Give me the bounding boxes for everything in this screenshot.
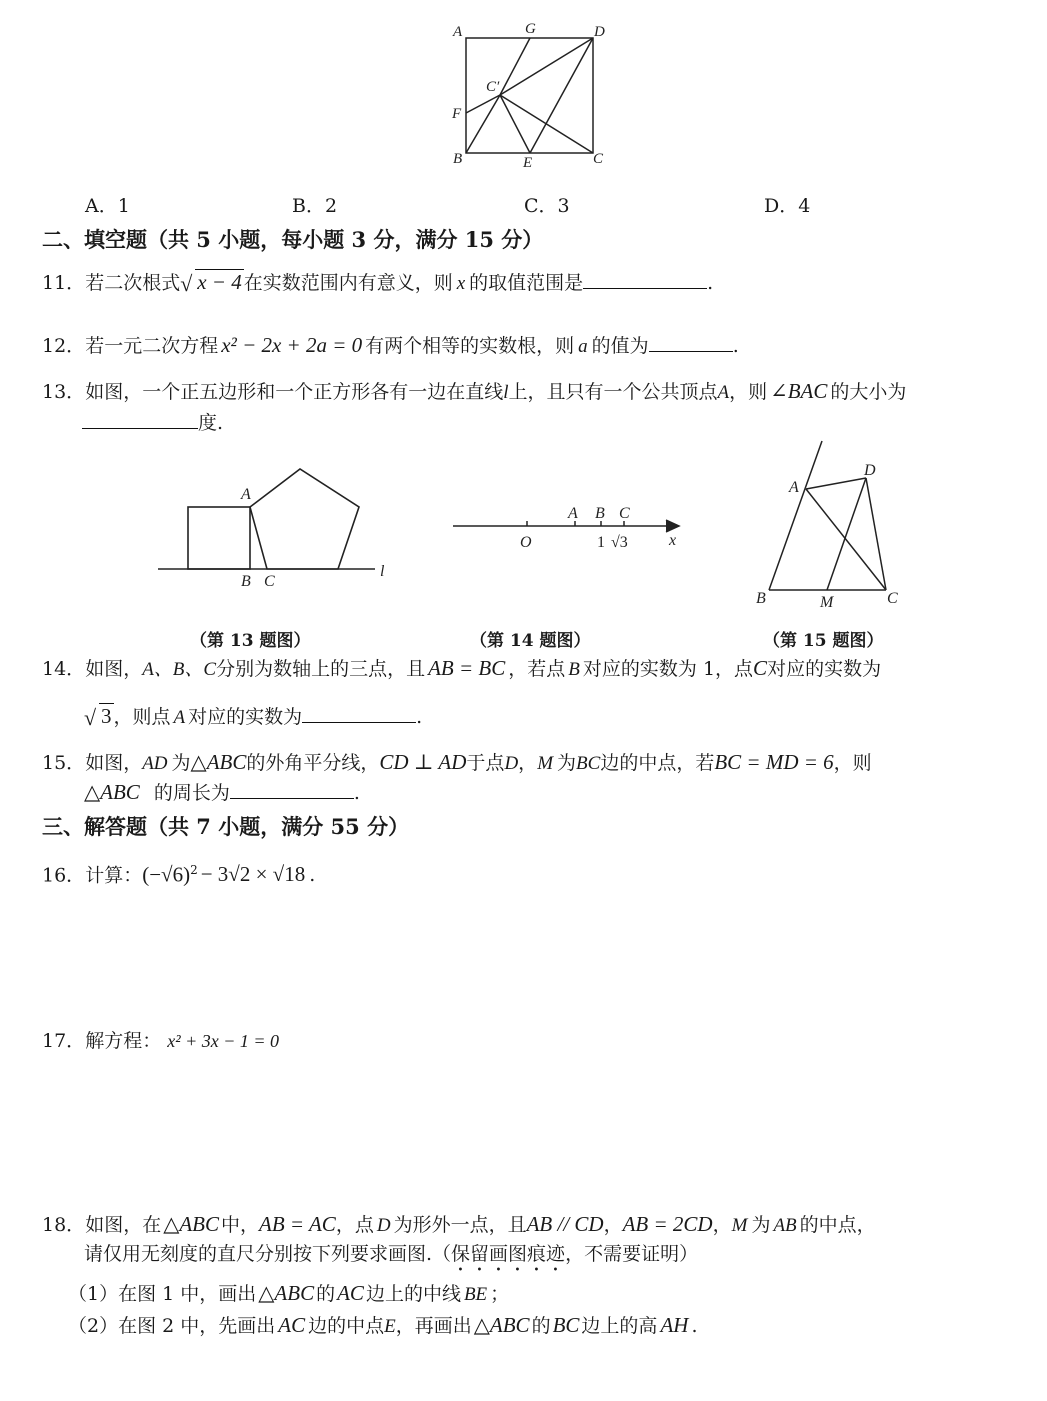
fig13-label-l: l <box>380 563 385 580</box>
q14-text-e: 对应的实数为 <box>767 658 882 680</box>
q11-var-x: x <box>456 273 466 294</box>
q18-p1-AC: AC <box>337 1281 364 1305</box>
q11-radical: √ x − 4 <box>180 270 242 296</box>
q15-perpendicular: CD ⊥ AD <box>379 750 467 774</box>
q15-var-D: D <box>504 753 519 774</box>
q17-text-pre: 解方程： <box>85 1030 162 1052</box>
q18-p1-end: ； <box>490 1283 510 1305</box>
q13-text-end: 度. <box>198 412 224 434</box>
q18-text-c: ，点 <box>335 1214 374 1236</box>
q15-text-g: 边的中点，若 <box>600 752 715 774</box>
figure-14 <box>450 495 690 555</box>
q14-text-f: ，则点 <box>113 706 171 728</box>
q12-answer-blank[interactable] <box>649 333 733 352</box>
q14-var-C: C <box>753 656 768 680</box>
q18-AB: AB <box>773 1215 797 1236</box>
q14-var-B: B <box>568 659 580 680</box>
fig15-segment-MD <box>827 478 866 590</box>
q15-triangle-2: △ABC <box>84 780 140 804</box>
question-18-line2 <box>84 1242 698 1276</box>
fig15-label-D: D <box>864 462 876 479</box>
q11-radicand: x − 4 <box>197 270 242 294</box>
q14-sqrt3: √ 3 <box>84 704 112 730</box>
q18-sep: ， <box>603 1214 623 1236</box>
q18-text-a: 如图，在 <box>85 1214 162 1236</box>
question-18-line1 <box>42 1212 876 1238</box>
label-C: C <box>593 151 604 167</box>
fig15-side-BA-extended <box>769 441 822 590</box>
fig13-label-A: A <box>241 486 251 503</box>
q18-p2-text-b: 边的中点 <box>308 1315 385 1337</box>
figure-13 <box>150 460 400 590</box>
fig15-label-M: M <box>820 594 834 611</box>
option-c: C．3 <box>524 195 570 217</box>
q11-text-pre: 若二次根式 <box>85 272 181 294</box>
q13-angle: ∠BAC <box>770 379 828 403</box>
question-15-line2 <box>84 780 360 805</box>
q18-p2-text-a: （2）在图 2 中，先画出 <box>68 1315 276 1337</box>
question-13-line2 <box>82 410 223 435</box>
q12-var-a: a <box>578 336 588 357</box>
top-square-figure <box>440 15 620 175</box>
q18-var-D: D <box>376 1215 391 1236</box>
q18-eq2: AB = 2CD <box>622 1212 713 1236</box>
label-C-prime: C′ <box>486 79 500 95</box>
q18-parallel: AB // CD <box>526 1212 604 1236</box>
q18-text-h: 请仅用无刻度的直尺分别按下列要求画图.（ <box>84 1243 452 1265</box>
fig14-arrow <box>666 520 679 532</box>
q15-text-i: 的周长为 <box>153 782 230 804</box>
question-13-line1 <box>42 379 906 405</box>
q15-AD: AD <box>142 753 168 774</box>
label-D: D <box>594 24 605 40</box>
caption-fig14: （第 14 题图） <box>470 631 591 651</box>
q12-text-post: 的值为 <box>591 335 649 357</box>
q18-p1-text-c: 边上的中线 <box>365 1283 461 1305</box>
q13-text-d: 的大小为 <box>830 381 907 403</box>
fig13-label-B: B <box>241 573 251 590</box>
q18-eq1: AB = AC <box>259 1212 336 1236</box>
q18-p2-text-e: 边上的高 <box>581 1315 658 1337</box>
label-G: G <box>525 21 536 37</box>
q18-p2-text-d: 的 <box>531 1315 551 1337</box>
question-14-line1 <box>42 656 881 682</box>
question-14-line2 <box>84 704 422 730</box>
q16-number: 16． <box>42 864 86 887</box>
q15-text-e: ， <box>518 752 538 774</box>
caption-fig13: （第 13 题图） <box>190 631 311 651</box>
question-12 <box>42 333 739 359</box>
q18-p2-BC: BC <box>552 1313 580 1337</box>
q12-number: 12． <box>42 335 86 357</box>
q17-equation: x² + 3x − 1 = 0 <box>167 1031 280 1051</box>
q18-p1-BE: BE <box>463 1284 488 1305</box>
q12-text-pre: 若一元二次方程 <box>85 335 219 357</box>
fig14-label-A: A <box>568 505 578 522</box>
q18-var-M: M <box>731 1215 748 1236</box>
q18-text-g: 的中点， <box>799 1214 876 1236</box>
q15-equation: BC = MD = 6 <box>714 750 834 774</box>
q14-text-g: 对应的实数为 <box>188 706 303 728</box>
q18-p2-text-c: ，再画出 <box>395 1315 472 1337</box>
q18-text-f: 为 <box>751 1214 771 1236</box>
q18-p2-AC: AC <box>278 1313 306 1337</box>
question-18-part1 <box>68 1281 509 1307</box>
q18-p1-triangle: △ABC <box>258 1281 315 1305</box>
fig14-label-C: C <box>619 505 630 522</box>
fig15-side-AC <box>806 489 886 590</box>
q11-text-post: 的取值范围是 <box>469 272 584 294</box>
q18-text-e: ， <box>712 1214 732 1236</box>
segment-ED <box>530 38 593 153</box>
fig15-label-A: A <box>789 479 799 496</box>
q15-var-M: M <box>537 753 554 774</box>
q15-text-c: 的外角平分线， <box>246 752 380 774</box>
q18-text-i: ，不需要证明） <box>565 1243 699 1265</box>
label-F: F <box>452 106 462 122</box>
q12-equation: x² − 2x + 2a = 0 <box>221 333 363 357</box>
label-E: E <box>523 155 533 171</box>
q15-text-d: 于点 <box>466 752 505 774</box>
q14-end: . <box>416 706 423 728</box>
q15-answer-blank[interactable] <box>230 780 354 799</box>
q13-answer-blank[interactable] <box>82 410 198 429</box>
figure-15 <box>750 435 910 615</box>
q15-number: 15． <box>42 752 86 774</box>
fig15-label-C: C <box>887 590 898 607</box>
q18-p2-end: . <box>691 1315 698 1337</box>
q18-text-b: 中， <box>221 1214 260 1236</box>
label-A: A <box>453 24 463 40</box>
q14-points: A、B、C <box>142 659 217 680</box>
q11-answer-blank[interactable] <box>583 270 707 289</box>
fig13-pentagon <box>250 469 359 569</box>
q14-text-c: ，若点 <box>508 658 566 680</box>
q14-answer-blank[interactable] <box>302 704 416 723</box>
q13-var-l: l <box>503 382 509 403</box>
q15-text-b: 为 <box>171 752 191 774</box>
q16-exponent: 2 <box>190 863 198 877</box>
fig15-segment-CD <box>866 478 886 590</box>
q16-text-pre: 计算： <box>85 864 143 887</box>
q14-text-d: 对应的实数为 1，点 <box>582 658 754 680</box>
q17-number: 17． <box>42 1030 86 1052</box>
q15-BC: BC <box>576 753 601 774</box>
q16-expr-a: (−√6) <box>142 862 191 887</box>
q16-expr-b: − 3√2 × √18 <box>200 862 306 887</box>
q13-text-c: ，则 <box>729 381 768 403</box>
q14-text-b: 分别为数轴上的三点，且 <box>216 658 426 680</box>
fig14-label-1: 1 <box>597 534 605 551</box>
q12-end: . <box>732 335 739 357</box>
q13-text-a: 如图，一个正五边形和一个正方形各有一边在直线 <box>85 381 504 403</box>
fig15-segment-AD <box>806 478 866 489</box>
q18-p2-E: E <box>384 1316 396 1337</box>
q14-sqrt3-radicand: 3 <box>101 704 112 728</box>
q11-end: . <box>707 272 714 294</box>
fig15-label-B: B <box>756 590 766 607</box>
q14-var-A: A <box>173 707 186 728</box>
section-3-heading: 三、解答题（共 7 小题，满分 55 分） <box>42 814 410 839</box>
square-ABCD <box>466 38 593 153</box>
q14-equation: AB = BC <box>428 656 506 680</box>
section-2-heading: 二、填空题（共 5 小题，每小题 3 分，满分 15 分） <box>42 227 544 252</box>
q13-text-b: 上，且只有一个公共顶点 <box>508 381 718 403</box>
question-11 <box>42 270 713 296</box>
question-17 <box>42 1029 279 1053</box>
q18-emphasis: 保留画图痕迹 <box>451 1243 566 1265</box>
q11-text-mid: 在实数范围内有意义，则 <box>243 272 453 294</box>
fig13-square <box>188 507 250 569</box>
q15-text-f: 为 <box>557 752 577 774</box>
fig14-label-sqrt3: √3 <box>611 534 628 551</box>
q18-p2-AH: AH <box>660 1313 689 1337</box>
fig14-label-x: x <box>669 532 677 549</box>
question-15-line1 <box>42 750 872 776</box>
q15-end: . <box>353 782 360 804</box>
q18-p1-text-a: （1）在图 1 中，画出 <box>68 1283 257 1305</box>
q14-number: 14． <box>42 658 86 680</box>
q13-number: 13． <box>42 381 86 403</box>
q18-number: 18． <box>42 1214 86 1236</box>
q16-end: . <box>309 864 316 887</box>
option-d: D．4 <box>764 195 811 217</box>
fig14-label-O: O <box>520 534 532 551</box>
fig14-label-B: B <box>595 505 605 522</box>
question-16 <box>42 858 315 887</box>
q14-text-a: 如图， <box>85 658 143 680</box>
option-b: B．2 <box>292 195 338 217</box>
segment-C1D <box>500 38 593 95</box>
q15-text-h: ，则 <box>833 752 872 774</box>
option-a: A．1 <box>85 195 130 217</box>
q12-text-mid: 有两个相等的实数根，则 <box>365 335 575 357</box>
q18-text-d: 为形外一点，且 <box>393 1214 527 1236</box>
fig13-label-C: C <box>264 573 275 590</box>
q18-p1-text-b: 的 <box>316 1283 336 1305</box>
q15-text-a: 如图， <box>85 752 143 774</box>
q18-p2-triangle: △ABC <box>473 1313 530 1337</box>
question-18-part2 <box>68 1313 697 1339</box>
q11-number: 11． <box>42 272 86 294</box>
q18-triangle: △ABC <box>163 1212 220 1236</box>
caption-fig15: （第 15 题图） <box>763 631 884 651</box>
q15-triangle: △ABC <box>190 750 247 774</box>
label-B: B <box>453 151 463 167</box>
q13-var-A: A <box>717 382 730 403</box>
